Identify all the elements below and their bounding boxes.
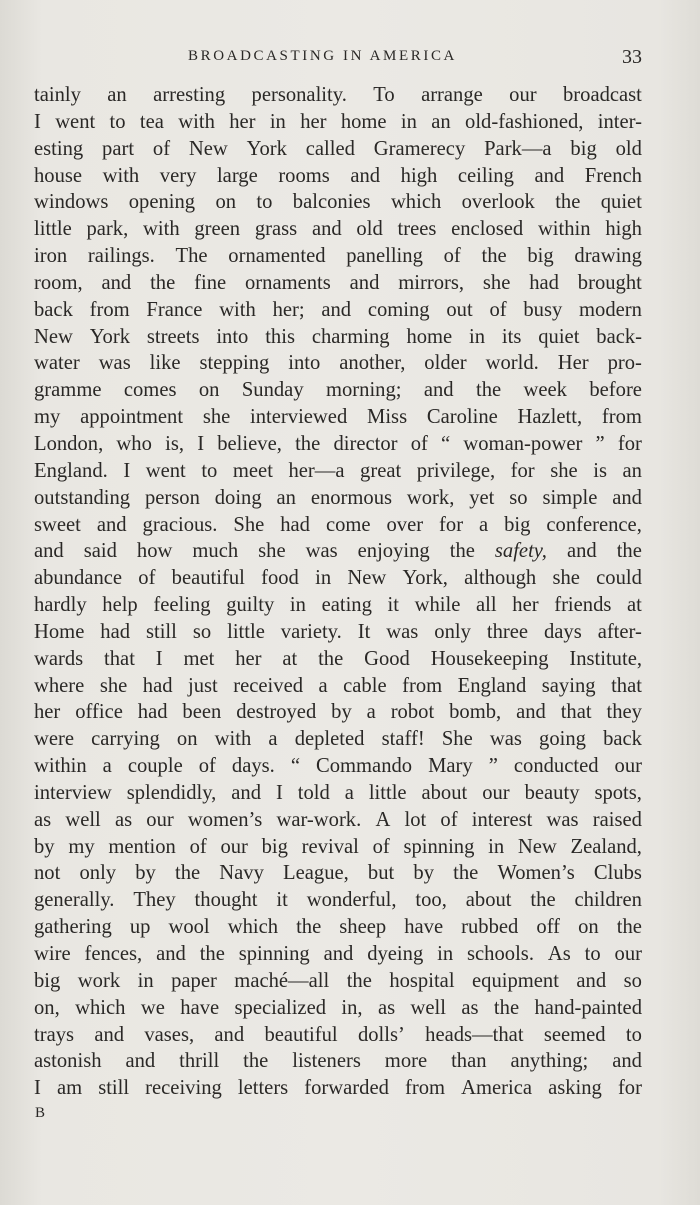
signature-mark: B [35,1105,46,1121]
text-line: back from France with her; and coming out of busy modern [34,298,642,321]
text-line: water was like stepping into another, older world. Her pro- [34,352,642,375]
text-line: London, who is, I believe, the director of “ woman-power ” for [34,432,642,455]
text-line: gramme comes on Sunday morning; and the week before [34,379,642,402]
page-number: 33 [622,46,642,68]
text-line: windows opening on to balconies which overlook the quiet [34,191,642,214]
text-line: and said how much she was enjoying the safety, and the [34,540,642,563]
text-line: where she had just received a cable from England saying that [34,674,642,697]
text-line: Home had still so little variety. It was only three days after- [34,620,642,643]
text-line: trays and vases, and beautiful dolls’ heads—that seemed to [34,1023,642,1046]
text-line: outstanding person doing an enormous work, yet so simple and [34,486,642,509]
text-line: on, which we have specialized in, as well as the hand-painted [34,996,642,1019]
text-line: little park, with green grass and old trees enclosed within high [34,218,642,241]
text-line: house with very large rooms and high ceiling and French [34,164,642,187]
text-line: were carrying on with a depleted staff! She was going back [34,728,642,751]
text-line: wire fences, and the spinning and dyeing in schools. As to our [34,943,642,965]
text-line: big work in paper maché—all the hospital equipment and so [34,969,642,992]
text-line: her office had been destroyed by a robot bomb, and that they [34,701,642,724]
text-line: room, and the fine ornaments and mirrors, she had brought [34,271,642,294]
text-line: astonish and thrill the listeners more than anything; and [34,1050,642,1073]
running-head: BROADCASTING IN AMERICA [188,48,457,64]
text-line: gathering up wool which the sheep have rubbed off on the [34,916,642,939]
text-line: New York streets into this charming home in its quiet back- [34,325,642,348]
text-line: esting part of New York called Gramerecy Park—a big old [34,137,642,160]
text-line: abundance of beautiful food in New York, although she could [34,567,642,590]
text-line: iron railings. The ornamented panelling of the big drawing [34,245,642,268]
text-line: by my mention of our big revival of spinning in New Zealand, [34,835,642,858]
text-line: not only by the Navy League, but by the Women’s Clubs [34,862,642,885]
page-header [34,46,642,72]
text-line: tainly an arresting personality. To arrange our broadcast [34,84,642,106]
text-line: wards that I met her at the Good Housekeeping Institute, [34,647,642,670]
text-line: within a couple of days. “ Commando Mary ” conducted our [34,755,642,778]
text-line: my appointment she interviewed Miss Caroline Hazlett, from [34,406,642,429]
text-line: interview splendidly, and I told a little about our beauty spots, [34,781,642,804]
text-line: hardly help feeling guilty in eating it while all her friends at [34,594,642,617]
text-line: England. I went to meet her—a great privilege, for she is an [34,459,642,482]
text-line: I am still receiving letters forwarded from America asking for [34,1077,642,1100]
text-line: sweet and gracious. She had come over for a big conference, [34,513,642,536]
text-line: generally. They thought it wonderful, too, about the children [34,889,642,912]
text-line: I went to tea with her in her home in an old-fashioned, inter- [34,110,642,133]
text-line: as well as our women’s war-work. A lot of interest was raised [34,808,642,831]
body-text [34,82,642,1102]
